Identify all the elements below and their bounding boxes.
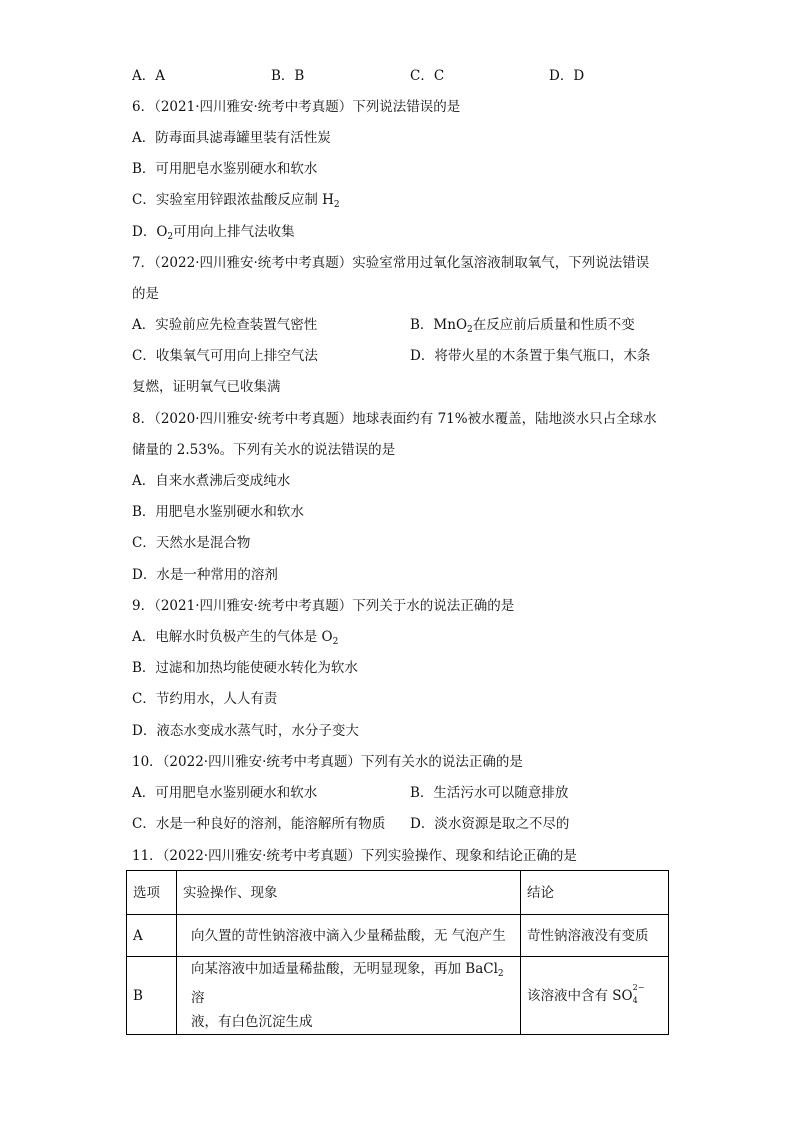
q11-table-row-a: [127, 915, 669, 957]
q7-option-b: [410, 315, 635, 340]
q6-option-a: A．防毒面具滤毒罐里装有活性炭: [132, 130, 331, 146]
q11-row-b-ops: [177, 957, 521, 1035]
q11-header-ops: 实验操作、现象: [177, 871, 521, 915]
q8-option-b: B．用肥皂水鉴别硬水和软水: [132, 504, 304, 520]
q7-stem-line1: 7．（2022·四川雅安·统考中考真题）实验室常用过氧化氢溶液制取氧气，下列说法错误: [132, 255, 650, 271]
q7-option-b-pre: B．MnO: [410, 317, 468, 333]
q6-option-d-pre: D．O: [132, 224, 168, 240]
q10-stem: 10．（2022·四川雅安·统考中考真题）下列有关水的说法正确的是: [132, 754, 523, 770]
q10-option-c: C．水是一种良好的溶剂，能溶解所有物质: [132, 816, 386, 832]
q7-option-c: C．收集氧气可用向上排空气法: [132, 348, 318, 364]
q9-stem: 9．（2021·四川雅安·统考中考真题）下列关于水的说法正确的是: [132, 598, 515, 614]
q11-row-b-ops-sub: 2: [497, 969, 504, 979]
q11-row-b-option: B: [127, 957, 177, 1035]
q10-option-b: B．生活污水可以随意排放: [410, 785, 569, 801]
q7-stem-line2: 的是: [132, 286, 159, 302]
q8-stem-line1: 8．（2020·四川雅安·统考中考真题）地球表面约有 71%被水覆盖，陆地淡水只占全球水: [132, 411, 657, 427]
q11-row-b-ops-post: 溶: [191, 990, 205, 1006]
q11-stem: 11．（2022·四川雅安·统考中考真题）下列实验操作、现象和结论正确的是: [132, 848, 577, 864]
q9-option-a: [132, 627, 338, 652]
q5-option-d: D．D: [549, 68, 585, 84]
q10-option-d: D．淡水资源是取之不尽的: [410, 816, 570, 832]
q5-option-a: A．A: [132, 68, 165, 84]
q11-header-conclusion: 结论: [521, 871, 669, 915]
q11-row-b-ion-sup: 2−: [632, 983, 645, 992]
q9-option-b: B．过滤和加热均能使硬水转化为软水: [132, 660, 358, 676]
q7-option-d-line1: D．将带火星的木条置于集气瓶口，木条: [410, 348, 651, 364]
q6-option-d: [132, 222, 295, 247]
q8-stem-line2: 储量的 2.53%。下列有关水的说法错误的是: [132, 442, 396, 458]
q9-option-a-sub: 2: [332, 637, 339, 647]
q6-option-d-sub: 2: [167, 232, 174, 242]
q11-row-b-conclusion-pre: 该溶液中含有 SO: [527, 987, 633, 1004]
q11-row-a-ops: 向久置的苛性钠溶液中滴入少量稀盐酸，无 气泡产生: [177, 915, 521, 957]
q6-option-c-sub: 2: [333, 200, 340, 210]
q7-option-b-sub: 2: [467, 325, 473, 335]
q11-table-row-b: [127, 957, 669, 1035]
q11-row-b-ops-pre: 向某溶液中加适量稀盐酸，无明显现象，再加 BaCl: [191, 961, 498, 977]
q6-option-b: B．可用肥皂水鉴别硬水和软水: [132, 161, 318, 177]
q8-option-a: A．自来水煮沸后变成纯水: [132, 473, 291, 489]
q7-option-a: A．实验前应先检查装置气密性: [132, 317, 318, 333]
q11-row-a-option: A: [127, 915, 177, 957]
q6-option-c-text: C．实验室用锌跟浓盐酸反应制 H: [132, 192, 334, 208]
q11-table: [126, 870, 669, 1035]
q8-option-d: D．水是一种常用的溶剂: [132, 567, 278, 583]
q11-header-option: 选项: [127, 871, 177, 915]
q11-table-header-row: [127, 871, 669, 915]
q5-option-c: C．C: [410, 68, 445, 84]
q5-option-b: B．B: [271, 68, 305, 84]
q11-row-a-conclusion: 苛性钠溶液没有变质: [521, 915, 669, 957]
q7-option-d-line2: 复燃，证明氧气已收集满: [132, 379, 281, 395]
q11-row-b-ops-line2: 液，有白色沉淀生成: [191, 1014, 313, 1030]
q8-option-c: C．天然水是混合物: [132, 535, 251, 551]
q11-row-b-ion-charge: [632, 983, 645, 1005]
q6-stem: 6．（2021·四川雅安·统考中考真题）下列说法错误的是: [132, 99, 461, 115]
q6-option-c: [132, 190, 340, 215]
q9-option-c: C．节约用水，人人有责: [132, 691, 278, 707]
q11-row-b-ops-line1: [191, 957, 514, 1010]
q11-row-b-conclusion: [521, 957, 669, 1035]
q7-option-b-post: 在反应前后质量和性质不变: [472, 317, 635, 333]
q10-option-a: A．可用肥皂水鉴别硬水和软水: [132, 785, 318, 801]
q11-row-b-ion-sub: 4: [632, 996, 638, 1005]
q9-option-d: D．液态水变成水蒸气时，水分子变大: [132, 723, 359, 739]
q6-option-d-post: 可用向上排气法收集: [173, 224, 295, 240]
q9-option-a-pre: A．电解水时负极产生的气体是 O: [132, 629, 333, 645]
